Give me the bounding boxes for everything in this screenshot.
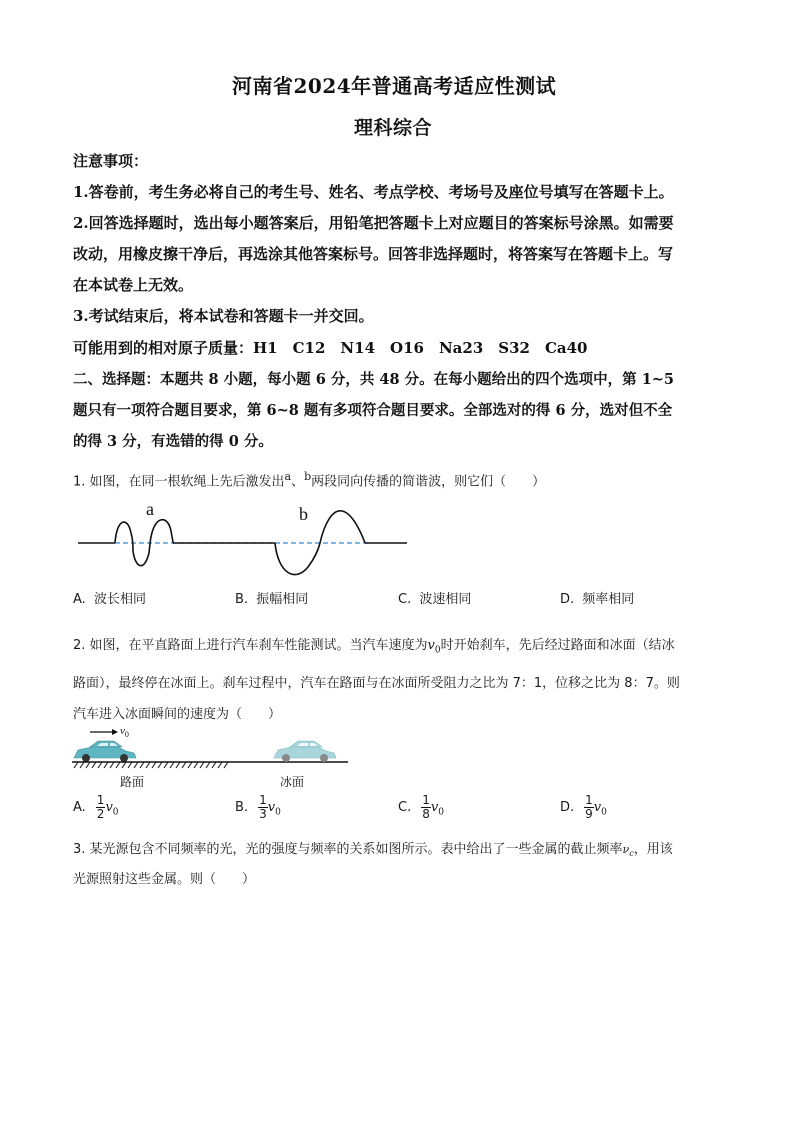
q2-option-d-letter: D. <box>560 800 575 815</box>
arrow-head-icon <box>112 729 118 735</box>
q2-option-a-letter: A. <box>73 800 86 815</box>
q1-var-a: a <box>284 470 292 483</box>
q2-ice-label: 冰面 <box>280 775 305 789</box>
q2-option-a[interactable] <box>73 794 119 821</box>
q1-stem <box>73 470 545 489</box>
q2-road-label: 路面 <box>120 775 145 789</box>
q2-option-d[interactable] <box>560 794 607 821</box>
q1-stem-part-2: 两段同向传播的简谐波，则它们（ ） <box>311 474 546 490</box>
page-subtitle: 理科综合 <box>354 117 433 139</box>
car-icon-left <box>74 741 136 762</box>
q2-option-b-letter: B. <box>235 800 249 815</box>
q3-line-1-part-1: 3. 某光源包含不同频率的光，光的强度与频率的关系如图所示。表中给出了一些金属的截止频率 <box>73 842 623 857</box>
q2-line-1 <box>73 634 675 656</box>
q1-stem-part-1: 1. 如图，在同一根软绳上先后激发出 <box>73 474 285 490</box>
q1-option-a[interactable] <box>73 588 146 607</box>
section-line-3: 的得 3 分，有选错的得 0 分。 <box>73 433 273 450</box>
q2-car-figure <box>68 720 358 792</box>
q3-line-1 <box>73 838 673 858</box>
q2-option-d-v0: $v_0$ <box>593 800 607 818</box>
q2-option-a-v0: $v_0$ <box>105 800 119 818</box>
q2-road-hatching <box>74 762 228 768</box>
q2-option-c-letter: C. <box>398 800 412 815</box>
q1-figure-label-b: b <box>299 504 308 524</box>
q2-line-2: 路面），最终停在冰面上。刹车过程中，汽车在路面与在冰面所受阻力之比为 7：1，位移之比为 8：7。则 <box>73 676 680 691</box>
q2-v0-symbol: $v_0$ <box>427 638 441 656</box>
q1-option-b-letter: B. <box>235 592 249 607</box>
q2-option-c[interactable] <box>398 794 444 821</box>
q2-option-c-fraction: $\frac{1}{8}$ <box>422 793 430 821</box>
q1-option-b-text: 振幅相同 <box>256 592 309 607</box>
q2-option-d-fraction: $\frac{1}{9}$ <box>585 793 593 821</box>
q1-option-a-letter: A. <box>73 592 86 607</box>
q1-wave-figure <box>70 495 415 585</box>
q1-var-b: b <box>304 470 312 483</box>
q2-option-b-v0: $v_0$ <box>267 800 281 818</box>
notes-heading: 注意事项： <box>73 152 149 170</box>
q3-line-2: 光源照射这些金属。则（ ） <box>73 872 256 887</box>
notes-item-3: 3.考试结束后，将本试卷和答题卡一并交回。 <box>73 307 374 325</box>
q1-option-c-letter: C. <box>398 592 412 607</box>
atomic-mass-line: 可能用到的相对原子质量：H1 C12 N14 O16 Na23 S32 Ca40 <box>73 339 588 357</box>
q1-option-c[interactable] <box>398 588 471 607</box>
q1-option-b[interactable] <box>235 588 308 607</box>
q3-line-1-part-2: ，用该 <box>633 842 673 857</box>
q2-line-1-part-1: 2. 如图，在平直路面上进行汽车刹车性能测试。当汽车速度为 <box>73 638 428 653</box>
q2-option-c-v0: $v_0$ <box>430 800 444 818</box>
q1-option-a-text: 波长相同 <box>93 592 146 607</box>
notes-item-1: 1.答卷前，考生务必将自己的考生号、姓名、考点学校、考场号及座位号填写在答题卡上。 <box>73 183 674 201</box>
q2-figure-v-label: $v_0$ <box>120 725 129 739</box>
notes-item-2-line-3: 在本试卷上无效。 <box>73 276 194 294</box>
section-line-1: 二、选择题：本题共 8 小题，每小题 6 分，共 48 分。在每小题给出的四个选项中，第 1~5 <box>73 371 675 388</box>
car-icon-right <box>274 741 336 762</box>
q1-separator: 、 <box>291 474 305 490</box>
q3-nu-symbol: $\nu_c$ <box>622 843 634 859</box>
q2-line-3: 汽车进入冰面瞬间的速度为（ ） <box>73 707 282 722</box>
q1-option-d-text: 频率相同 <box>582 592 635 607</box>
q2-line-1-part-2: 时开始刹车，先后经过路面和冰面（结冰 <box>440 638 675 653</box>
q1-figure-label-a: a <box>146 499 154 519</box>
section-line-2: 题只有一项符合题目要求，第 6~8 题有多项符合题目要求。全部选对的得 6 分，选对但不全 <box>73 402 673 419</box>
q2-option-b[interactable] <box>235 794 281 821</box>
q1-option-c-text: 波速相同 <box>419 592 472 607</box>
page-title: 河南省2024年普通高考适应性测试 <box>232 74 557 98</box>
q1-option-d[interactable] <box>560 588 634 607</box>
notes-item-2-line-2: 改动，用橡皮擦干净后，再选涂其他答案标号。回答非选择题时，将答案写在答题卡上。写 <box>73 245 674 263</box>
q1-option-d-letter: D. <box>560 592 575 607</box>
q2-option-a-fraction: $\frac{1}{2}$ <box>96 793 105 821</box>
q2-option-b-fraction: $\frac{1}{3}$ <box>259 793 267 821</box>
notes-item-2-line-1: 2.回答选择题时，选出每小题答案后，用铅笔把答题卡上对应题目的答案标号涂黑。如需要 <box>73 214 674 232</box>
